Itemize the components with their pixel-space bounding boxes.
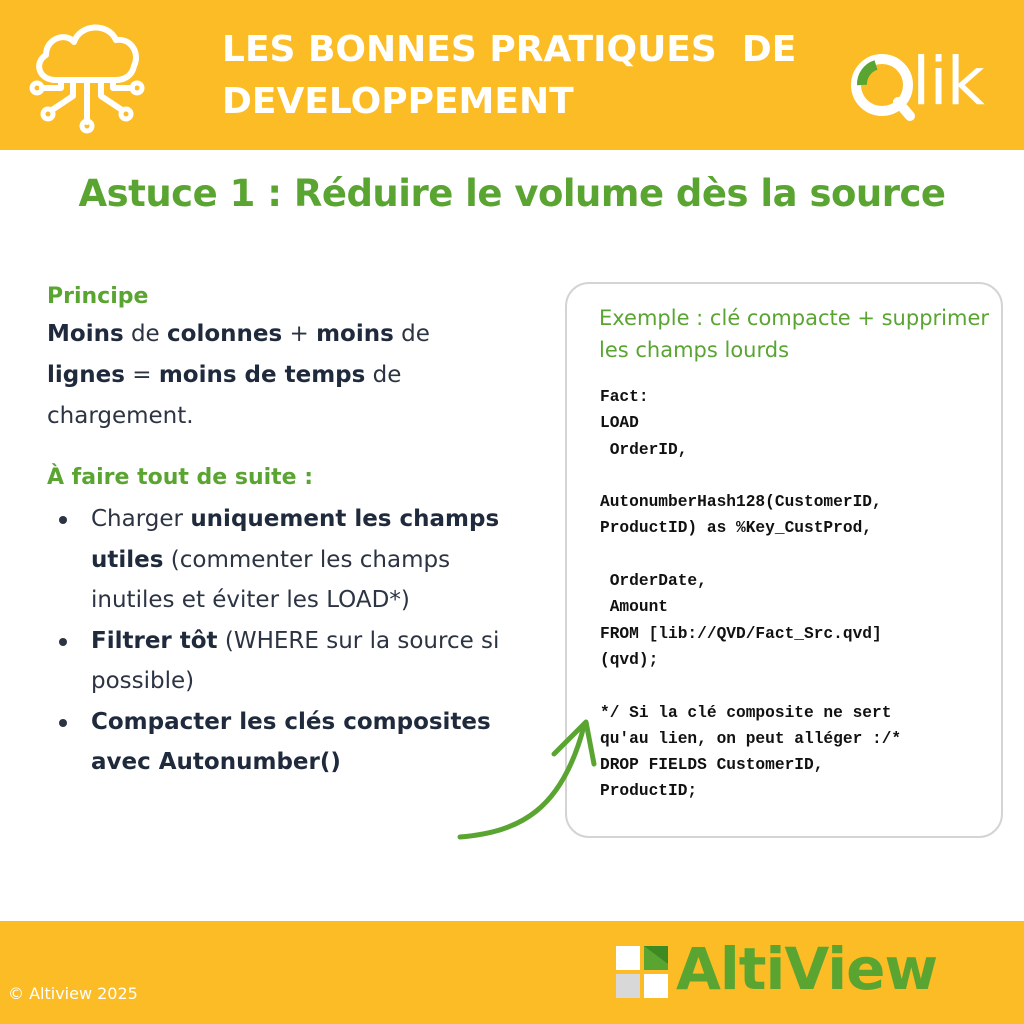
principle-text-part: moins (316, 321, 394, 347)
principle-text-part: lignes (47, 362, 125, 388)
qlik-logo-text: lik (912, 43, 984, 120)
altiview-brand-text: AltiView (676, 935, 938, 1003)
code-block: Fact: LOAD OrderID, AutonumberHash128(CustomerID, ProductID) as %Key_CustProd, OrderDate, Amount FROM [lib://QVD/Fact_Src.qvd] (qvd); */ Si la clé composite ne sert qu'au lien, on peut alléger :/* DROP FIELDS CustomerID, ProductID; (600, 388, 902, 801)
code-caption: Exemple : clé compacte + supprimer les champs lourds (599, 306, 989, 362)
todo-item-part: (WHERE sur la source si possible) (91, 627, 500, 694)
header-title-line-2: DEVELOPPEMENT (222, 81, 574, 122)
copyright-text: © Altiview 2025 (8, 984, 138, 1003)
todo-item-part: Charger (91, 506, 191, 532)
header-title-line-1: LES BONNES PRATIQUES DE (222, 29, 797, 70)
principle-heading: Principe (47, 284, 149, 309)
todo-heading: À faire tout de suite : (47, 465, 314, 490)
todo-item-part: (commenter les champs inutiles et éviter les LOAD*) (91, 546, 451, 613)
page-title: Astuce 1 : Réduire le volume dès la source (78, 172, 946, 215)
principle-text-part: de (123, 321, 168, 347)
principle-text-part: Moins (47, 321, 124, 347)
principle-text (47, 314, 467, 437)
todo-item-part: Compacter les clés composites avec Autonumber() (91, 708, 491, 775)
footer-banner (0, 921, 1024, 1024)
principle-text-part: = (124, 362, 159, 388)
todo-list-item (47, 499, 521, 621)
left-column (47, 280, 527, 783)
code-example-card (565, 282, 1003, 838)
principle-text-part: colonnes (167, 321, 283, 347)
header-banner (0, 0, 1024, 150)
altiview-squares-icon (614, 944, 670, 1000)
todo-item-part: Filtrer tôt (91, 627, 218, 654)
principle-text-part: de chargement. (47, 362, 402, 429)
todo-list-item (47, 621, 521, 702)
cloud-network-icon (28, 18, 146, 134)
todo-item-part: uniquement les champs utiles (91, 506, 500, 573)
principle-text-part: + (282, 321, 317, 347)
header-title (222, 24, 796, 128)
principle-text-part: moins de temps (158, 362, 366, 388)
principle-text-part: de (393, 321, 430, 347)
curved-arrow-icon (450, 712, 600, 847)
